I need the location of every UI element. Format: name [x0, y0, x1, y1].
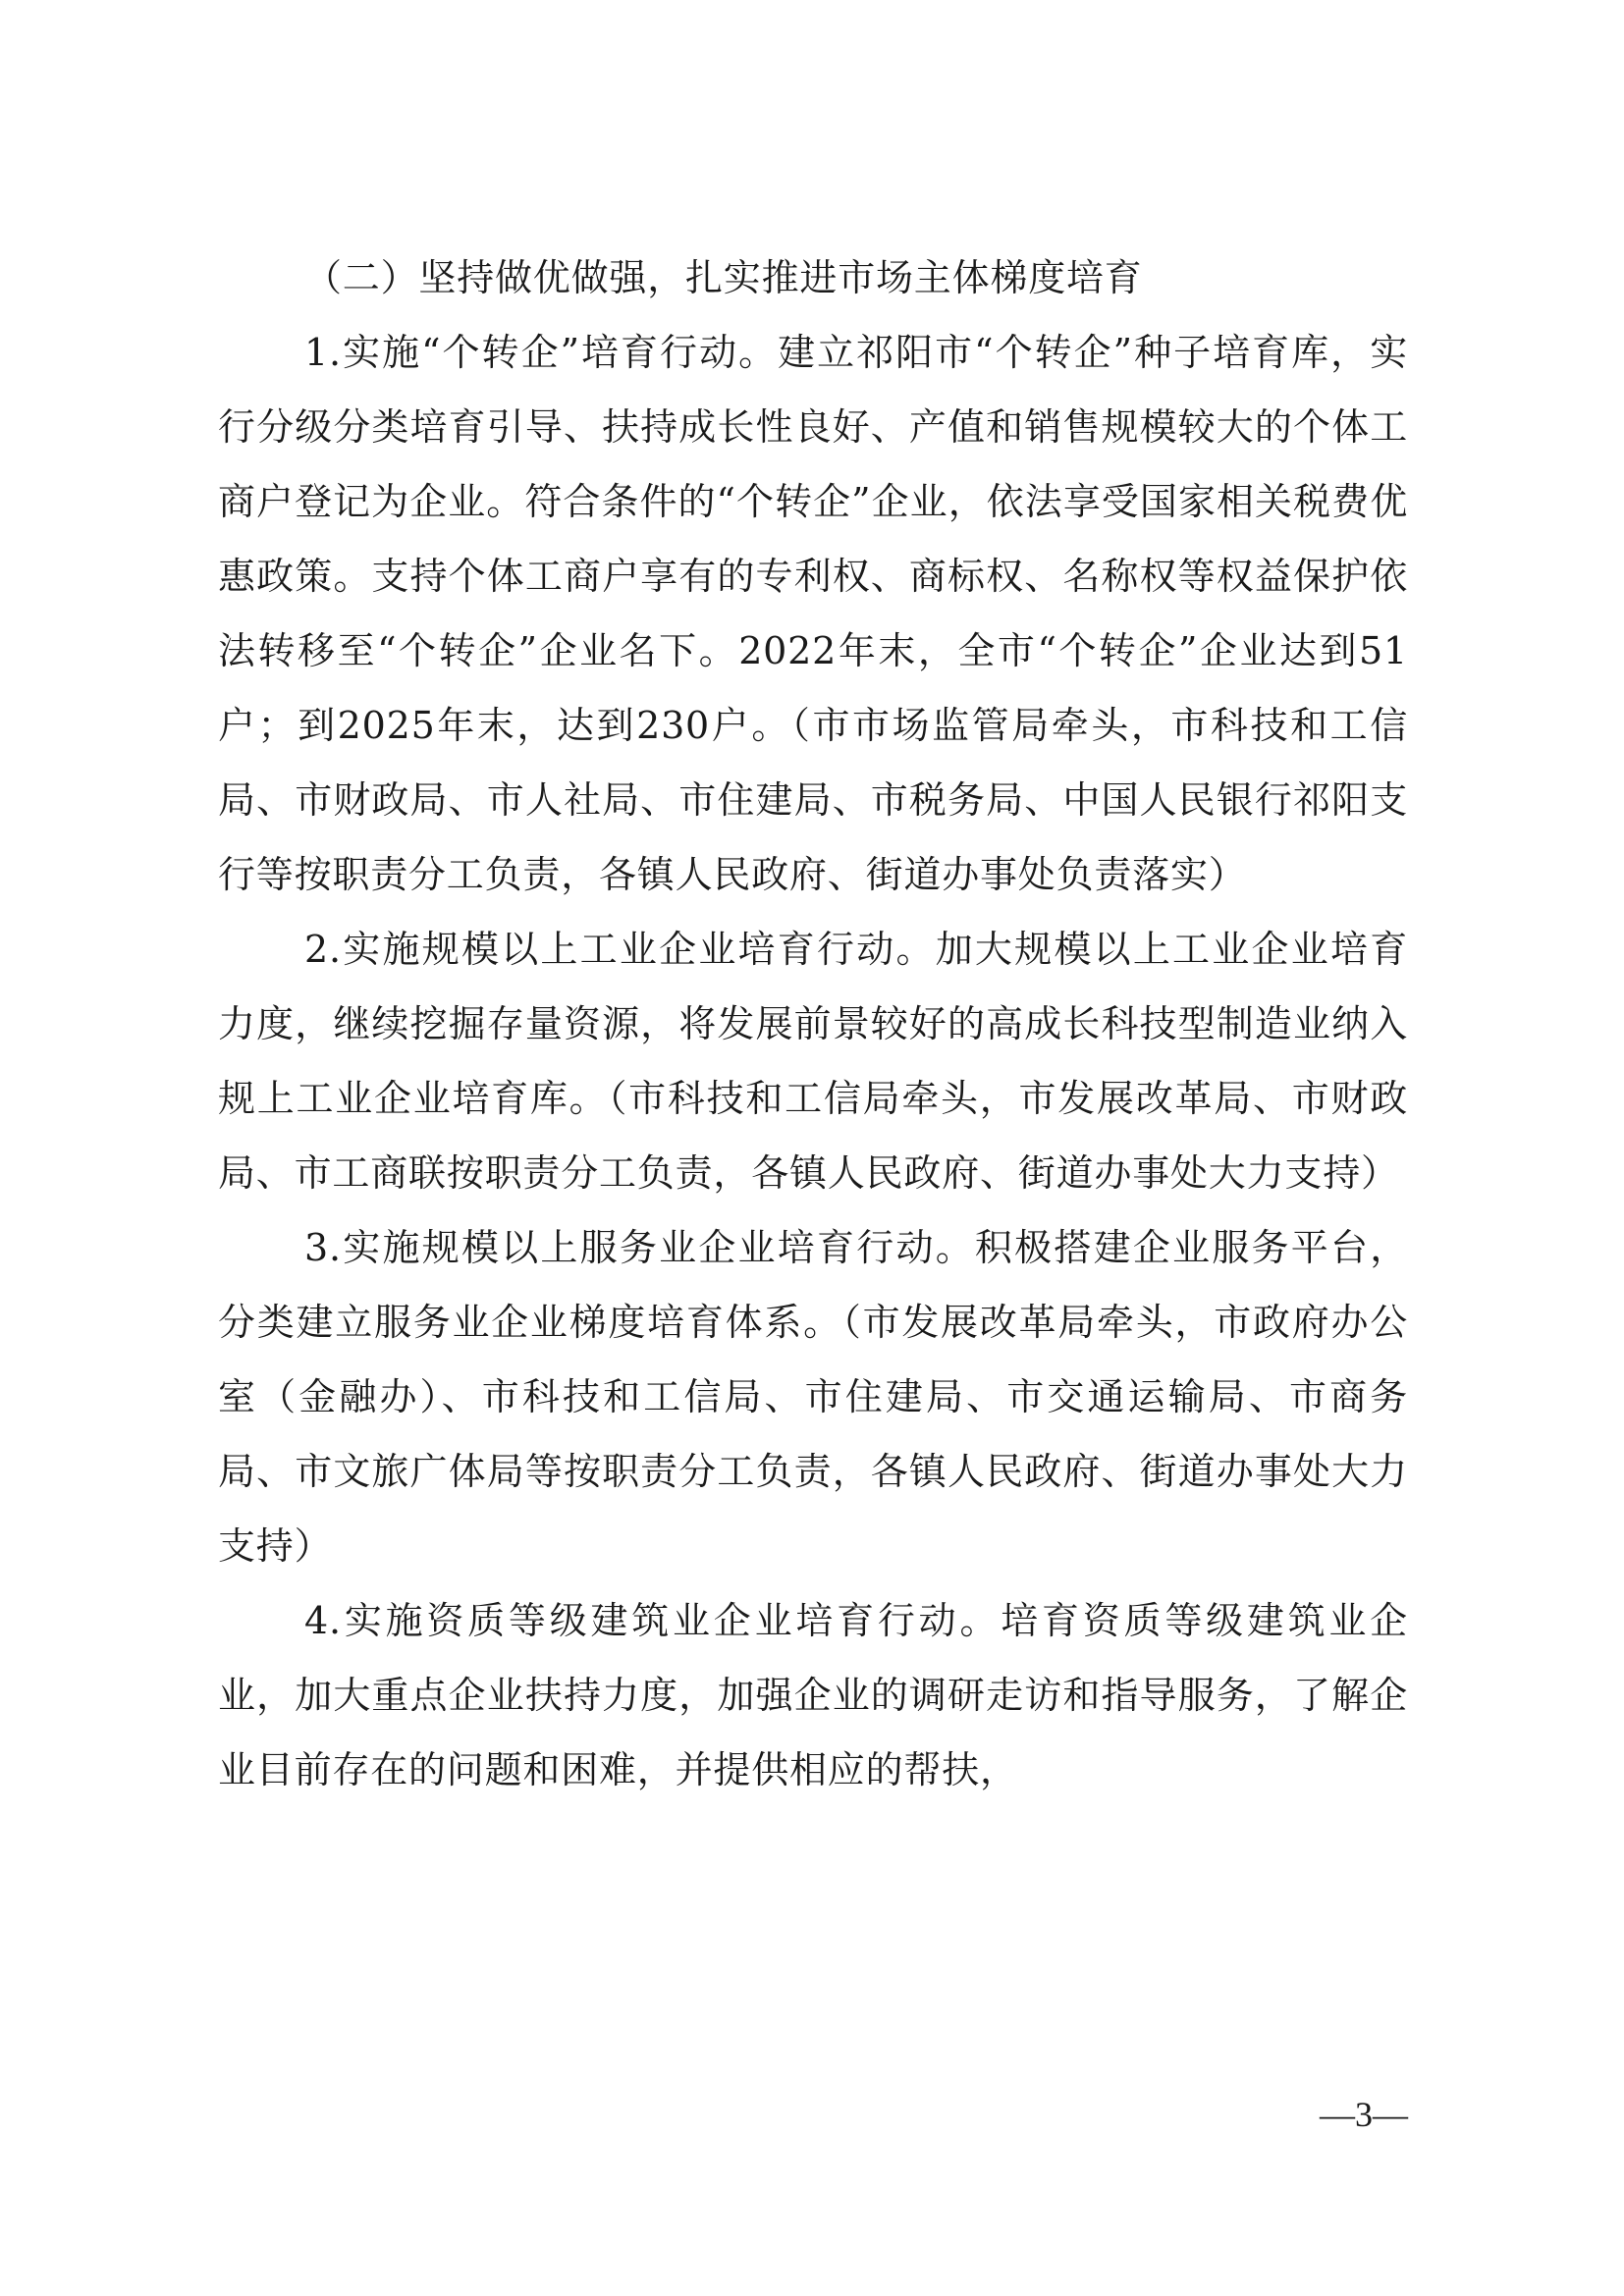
paragraph-2: 2.实施规模以上工业企业培育行动。加大规模以上工业企业培育力度，继续挖掘存量资源，将发展前景较好的高成长科技型制造业纳入规上工业企业培育库。（市科技和工信局牵头，市发展改革局、市财政局、市工商联按职责分工负责，各镇人民政府、街道办事处大力支持）: [218, 928, 1408, 1195]
paragraph-4: 4.实施资质等级建筑业企业培育行动。培育资质等级建筑业企业，加大重点企业扶持力度，加强企业的调研走访和指导服务，了解企业目前存在的问题和困难，并提供相应的帮扶，: [218, 1599, 1408, 1791]
section-heading: （二）坚持做优做强，扎实推进市场主体梯度培育: [304, 256, 1143, 299]
paragraph-1: 1.实施“个转企”培育行动。建立祁阳市“个转企”种子培育库，实行分级分类培育引导、扶持成长性良好、产值和销售规模较大的个体工商户登记为企业。符合条件的“个转企”企业，依法享受国家相关税费优惠政策。支持个体工商户享有的专利权、商标权、名称权等权益保护依法转移至“个转企”企业名下。2022年末，全市“个转企”企业达到51户；到2025年末，达到230户。（市市场监管局牵头，市科技和工信局、市财政局、市人社局、市住建局、市税务局、中国人民银行祁阳支行等按职责分工负责，各镇人民政府、街道办事处负责落实）: [218, 331, 1408, 896]
page-number: —3—: [1320, 2095, 1408, 2134]
paragraph-3: 3.实施规模以上服务业企业培育行动。积极搭建企业服务平台，分类建立服务业企业梯度培育体系。（市发展改革局牵头，市政府办公室（金融办）、市科技和工信局、市住建局、市交通运输局、市商务局、市文旅广体局等按职责分工负责，各镇人民政府、街道办事处大力支持）: [218, 1226, 1408, 1568]
document-body: [218, 240, 1408, 1807]
